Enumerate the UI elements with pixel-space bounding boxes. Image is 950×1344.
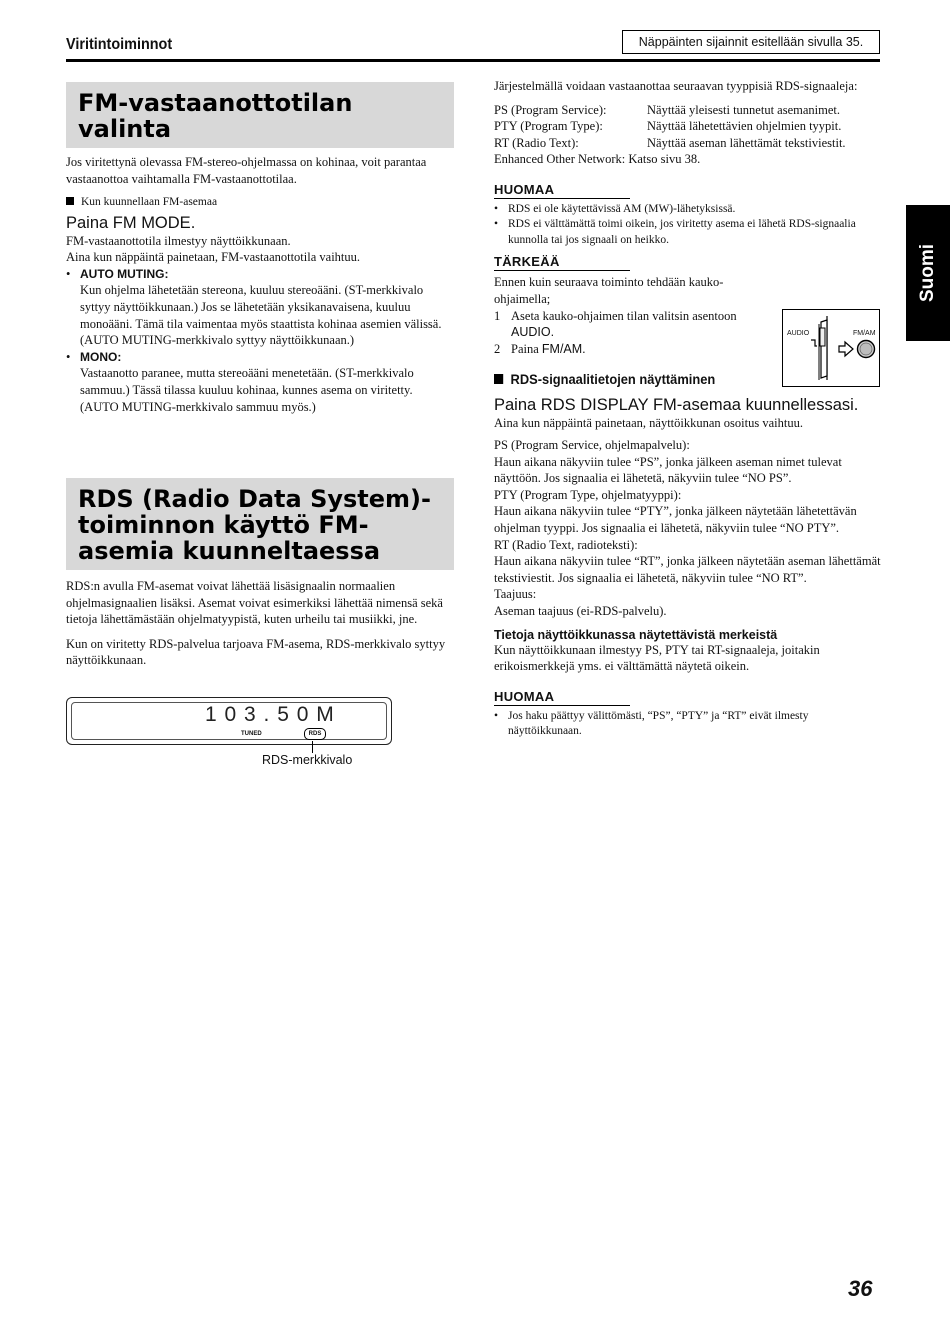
header-rule — [66, 59, 880, 62]
display-frequency: 1 0 3 . 5 0 M — [205, 703, 335, 726]
chars-text: Kun näyttöikkunaan ilmestyy PS, PTY tai RT-signaaleja, joitakin erikoismerkkejä yms. ei välttämättä näytetä oikein. — [494, 642, 820, 674]
remote-switch-icon — [783, 310, 879, 386]
freq-title: Taajuus: — [494, 587, 537, 602]
eon-line: Enhanced Other Network: Katso sivu 38. — [494, 152, 701, 167]
rds-para2: Kun on viritetty RDS-palvelua tarjoava FM-asema, RDS-merkkivalo syttyy näyttöikkunaan. — [66, 636, 446, 668]
display-rds-indicator: RDS — [304, 728, 326, 740]
fm-condition-text: Kun kuunnellaan FM-asemaa — [81, 196, 218, 209]
mono-label: MONO: — [80, 349, 122, 364]
language-tab — [906, 205, 950, 341]
step-text — [511, 341, 586, 358]
signal-value: Näyttää aseman lähettämät tekstiviestit. — [647, 135, 846, 150]
step-text — [511, 308, 764, 341]
note2-title: HUOMAA — [494, 688, 555, 704]
step-number: 1 — [494, 308, 501, 323]
signal-value: Näyttää lähetettävien ohjelmien tyypit. — [647, 119, 842, 134]
step2-text: Paina — [511, 341, 542, 356]
fm-mode-heading-box — [66, 82, 454, 148]
display-tuned-indicator: TUNED — [241, 731, 262, 737]
square-bullet-icon — [494, 374, 503, 384]
rds-para1: RDS:n avulla FM-asemat voivat lähettää lisäsignaalin normaalien ohjelmasignaalien lisäksi. Asemat voivat esimerkiksi lähettää nimensä sekä tietoja lähettämästään ohjelmatyypistä, kuten urheilu tai musiikki, jne. — [66, 579, 443, 627]
rds-show-title-text: RDS-signaalitietojen näyttäminen — [510, 371, 716, 388]
note1-title: HUOMAA — [494, 181, 555, 197]
rds-heading: RDS (Radio Data System)-toiminnon käyttö FM-asemia kuunneltaessa — [78, 485, 431, 565]
rt-text: Haun aikana näkyviin tulee “RT”, jonka jälkeen näytetään aseman lähettämät tekstiviestit. Jos signaalia ei lähetetä, näkyviin tulee “NO RT”. — [494, 554, 881, 585]
rds-action-line: Aina kun näppäintä painetaan, näyttöikkunan osoitus vaihtuu. — [494, 416, 803, 431]
mono-text: Vastaanotto paranee, mutta stereoääni menetetään. (ST-merkkivalo sammuu.) Tässä tilassa kuuluu kohinaa, kunnes asema on viritetty. (AUTO MUTING-merkkivalo sammuu myös.) — [80, 366, 414, 414]
rds-section — [66, 478, 454, 669]
remote-illustration — [782, 309, 880, 387]
fm-mode-intro: Jos viritettynä olevassa FM-stereo-ohjelmassa on kohinaa, voit parantaa vastaanottoa vaihtamalla FM-vastaanottotilaa. — [66, 155, 427, 186]
left-column — [66, 82, 454, 415]
fm-mode-line2: Aina kun näppäintä painetaan, FM-vastaanottotila vaihtuu. — [66, 250, 361, 265]
auto-muting-text: Kun ohjelma lähetetään stereona, kuuluu stereoääni. (ST-merkkivalo syttyy näyttöikkunaan.) Jos se lähetetään yksikanavaisena, kuuluu monoääni. Tämä tila vaimentaa myös staattista kohinaa asemien välissä. (AUTO MUTING-merkkivalo syttyy näyttöikkunaan.) — [80, 283, 442, 348]
auto-muting-label: AUTO MUTING: — [80, 266, 169, 281]
page-reference-box: Näppäinten sijainnit esitellään sivulla 35. — [622, 30, 880, 54]
fm-mode-heading: FM-vastaanottotilan valinta — [78, 89, 353, 143]
step1-key: AUDIO. — [511, 325, 555, 340]
display-caption: RDS-merkkivalo — [262, 753, 353, 767]
language-tab-label: Suomi — [917, 243, 938, 303]
ps-title: PS (Program Service, ohjelmapalvelu): — [494, 438, 690, 453]
fm-mode-line1: FM-vastaanottotila ilmestyy näyttöikkunaan. — [66, 233, 291, 248]
chars-title: Tietoja näyttöikkunassa näytettävistä merkeistä — [494, 627, 778, 642]
important-step — [494, 308, 764, 341]
step1-text: Aseta kauko-ohjaimen tilan valitsin asentoon — [511, 308, 737, 323]
note2-item: • Jos haku päättyy välittömästi, “PS”, “PTY” ja “RT” eivät ilmesty näyttöikkunaan. — [494, 709, 882, 740]
ps-text: Haun aikana näkyviin tulee “PS”, jonka jälkeen aseman nimet tulevat näyttöön. Jos signaalia ei lähetetä, näkyviin tulee “NO PS”. — [494, 454, 842, 486]
step2-key: FM/AM. — [541, 341, 586, 356]
step-number: 2 — [494, 341, 501, 356]
remote-fmam-label: FM/AM — [853, 330, 876, 337]
signal-value: Näyttää yleisesti tunnetut asemanimet. — [647, 102, 840, 117]
signal-row — [494, 118, 882, 135]
remote-audio-label: AUDIO — [787, 330, 810, 337]
signal-key: PTY (Program Type): — [494, 119, 603, 134]
important-intro: Ennen kuin seuraava toiminto tehdään kauko-ohjaimella; — [494, 275, 724, 307]
fm-condition — [66, 195, 454, 211]
note1-rule — [494, 198, 630, 199]
rds-action: Paina RDS DISPLAY FM-asemaa kuunnellessasi. — [494, 396, 859, 415]
important-rule — [494, 270, 630, 271]
important-body — [494, 274, 764, 357]
signal-key: PS (Program Service): — [494, 102, 607, 117]
signal-row — [494, 102, 882, 119]
pty-title: PTY (Program Type, ohjelmatyyppi): — [494, 487, 682, 502]
note1-item: • RDS ei välttämättä toimi oikein, jos viritetty asema ei lähetä RDS-signaalia kunnolla tai jos signaali on heikko. — [494, 217, 882, 248]
note2-rule — [494, 705, 630, 706]
right-column — [494, 78, 882, 740]
display-illustration — [66, 697, 392, 745]
page-number: 36 — [848, 1276, 873, 1301]
signal-row — [494, 135, 882, 152]
callout-line — [312, 741, 313, 753]
rt-title: RT (Radio Text, radioteksti): — [494, 537, 638, 552]
section-title: Viritintoiminnot — [66, 36, 173, 53]
rds-heading-box — [66, 478, 454, 570]
auto-muting-item — [66, 266, 454, 349]
note1-item: • RDS ei ole käytettävissä AM (MW)-lähetyksissä. — [494, 202, 882, 218]
pty-text: Haun aikana näkyviin tulee “PTY”, jonka jälkeen näytetään lähetettävän ohjelman tyyppi. Jos signaalia ei lähetetä, näkyviin tulee “NO PTY”. — [494, 504, 857, 535]
freq-text: Aseman taajuus (ei-RDS-palvelu). — [494, 603, 667, 618]
mono-item — [66, 349, 454, 415]
important-title: TÄRKEÄÄ — [494, 254, 560, 270]
signal-list — [494, 102, 882, 168]
signal-key: RT (Radio Text): — [494, 135, 579, 150]
rds-types-intro: Järjestelmällä voidaan vastaanottaa seuraavan tyyppisiä RDS-signaaleja: — [494, 79, 858, 93]
square-bullet-icon — [66, 197, 74, 205]
fm-mode-action: Paina FM MODE. — [66, 213, 196, 232]
important-step — [494, 341, 764, 358]
